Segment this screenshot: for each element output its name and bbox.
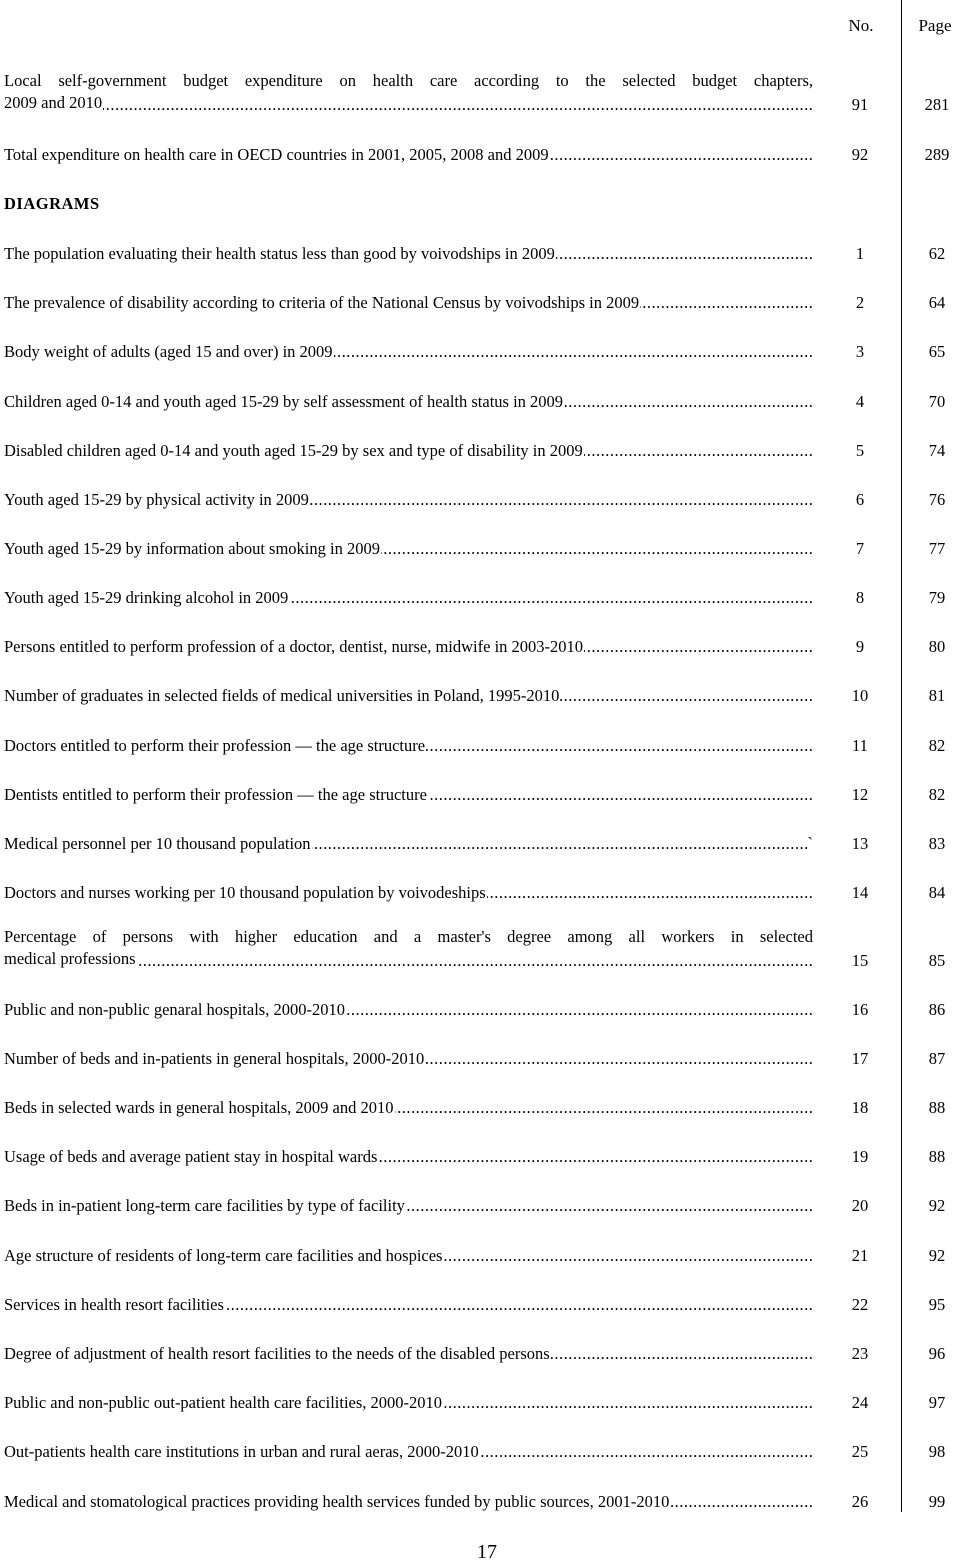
toc-entry[interactable] <box>0 733 960 757</box>
toc-entry-number: 1 <box>855 244 865 263</box>
toc-entry-title: Age structure of residents of long-term care facilities and hospices ..... <box>4 1245 814 1267</box>
toc-entry-number: 11 <box>852 736 868 755</box>
toc-entry[interactable] <box>0 290 960 314</box>
toc-entry-title-line2: 2009 and 2010 <box>4 93 103 112</box>
toc-entry-number: 16 <box>851 1000 869 1019</box>
toc-entry[interactable] <box>0 926 960 972</box>
toc-entry[interactable] <box>0 1144 960 1168</box>
toc-entry[interactable] <box>0 683 960 707</box>
toc-entry-title: Beds in in-patient long-term care facilities by type of facility ..... <box>4 1195 814 1217</box>
toc-entry-title <box>4 70 814 116</box>
column-header-no: No. <box>848 16 874 35</box>
toc-entry-page: 96 <box>928 1344 946 1363</box>
toc-entry[interactable] <box>0 1439 960 1463</box>
toc-entry-page: 64 <box>928 293 946 312</box>
toc-entry-page: 82 <box>928 785 946 804</box>
toc-entry-title: Youth aged 15-29 by physical activity in 2009 ..... <box>4 489 814 511</box>
toc-entry[interactable] <box>0 1193 960 1217</box>
toc-entry-page: 70 <box>928 392 946 411</box>
toc-entry-page: 80 <box>928 637 946 656</box>
toc-entry[interactable] <box>0 1390 960 1414</box>
toc-entry-number: 6 <box>855 490 865 509</box>
toc-entry-title: Medical and stomatological practices providing health services funded by public sources, 2001-2010 ..... <box>4 1491 814 1513</box>
toc-entry[interactable] <box>0 585 960 609</box>
toc-entry-title: Youth aged 15-29 drinking alcohol in 2009 ..... <box>4 587 814 609</box>
toc-entry-number: 22 <box>851 1295 869 1314</box>
toc-entry-number: 10 <box>851 686 869 705</box>
toc-entry-number: 25 <box>851 1442 869 1461</box>
toc-entry-number: 14 <box>851 883 869 902</box>
toc-entry-number: 12 <box>851 785 869 804</box>
toc-entry[interactable] <box>0 487 960 511</box>
toc-entry-page: 62 <box>928 244 946 263</box>
toc-entry-number: 91 <box>851 95 869 114</box>
toc-entry-title: Public and non-public genaral hospitals, 2000-2010 ..... <box>4 999 814 1021</box>
section-heading-diagrams: DIAGRAMS <box>4 194 100 213</box>
toc-entry[interactable] <box>0 241 960 265</box>
toc-entry-title: The population evaluating their health status less than good by voivodships in 2009 ..... <box>4 243 814 265</box>
toc-entry-title: Doctors entitled to perform their profession — the age structure ..... <box>4 735 814 757</box>
toc-entry-number: 20 <box>851 1196 869 1215</box>
toc-entry-page: 82 <box>928 736 946 755</box>
toc-entry-title: Body weight of adults (aged 15 and over) in 2009 ..... <box>4 341 814 363</box>
toc-entry-number: 2 <box>855 293 865 312</box>
toc-entry-title: Medical personnel per 10 thousand population ` ..... <box>4 833 814 855</box>
toc-entry-page: 99 <box>928 1492 946 1511</box>
toc-entry-number: 18 <box>851 1098 869 1117</box>
toc-entry-title <box>4 926 814 972</box>
toc-entry-title-line2: medical professions <box>4 949 136 968</box>
toc-entry[interactable] <box>0 536 960 560</box>
toc-entry-number: 9 <box>855 637 865 656</box>
toc-entry-suffix: ` <box>807 834 813 853</box>
toc-entry-page: 83 <box>928 834 946 853</box>
toc-entry-title: Beds in selected wards in general hospitals, 2009 and 2010 ..... <box>4 1097 814 1119</box>
toc-entry-number: 8 <box>855 588 865 607</box>
toc-entry[interactable] <box>0 142 960 166</box>
toc-entry[interactable] <box>0 1046 960 1070</box>
toc-entry-title: Usage of beds and average patient stay in hospital wards ..... <box>4 1146 814 1168</box>
toc-entry-page: 74 <box>928 441 946 460</box>
toc-entry[interactable] <box>0 339 960 363</box>
toc-entry-number: 23 <box>851 1344 869 1363</box>
toc-entry[interactable] <box>0 1292 960 1316</box>
toc-entry-number: 17 <box>851 1049 869 1068</box>
toc-entry-number: 21 <box>851 1246 869 1265</box>
toc-entry-title: Doctors and nurses working per 10 thousand population by voivodeships ..... <box>4 882 814 904</box>
toc-entry-title: Youth aged 15-29 by information about smoking in 2009 ..... <box>4 538 814 560</box>
toc-entry-title: Number of graduates in selected fields of medical universities in Poland, 1995-2010 ..... <box>4 685 814 707</box>
toc-entry-title-line1: Percentage of persons with higher education and a master's degree among all workers in selected <box>4 927 813 946</box>
toc-entry-number: 3 <box>855 342 865 361</box>
toc-entry-title: Number of beds and in-patients in general hospitals, 2000-2010 ..... <box>4 1048 814 1070</box>
toc-entry-page: 92 <box>928 1246 946 1265</box>
toc-entry[interactable] <box>0 1095 960 1119</box>
toc-entry-page: 92 <box>928 1196 946 1215</box>
toc-entry-title: Out-patients health care institutions in urban and rural aeras, 2000-2010 ..... <box>4 1441 814 1463</box>
toc-entry-title: The prevalence of disability according to criteria of the National Census by voivodships in 2009 ..... <box>4 292 814 314</box>
toc-entry-title: Disabled children aged 0-14 and youth aged 15-29 by sex and type of disability in 2009 ..... <box>4 440 814 462</box>
toc-entry-number: 24 <box>851 1393 869 1412</box>
toc-entry-number: 4 <box>855 392 865 411</box>
toc-entry-number: 26 <box>851 1492 869 1511</box>
toc-entry-page: 76 <box>928 490 946 509</box>
toc-entry[interactable] <box>0 831 960 855</box>
toc-entry-page: 79 <box>928 588 946 607</box>
page-number: 17 <box>477 1541 497 1563</box>
toc-entry-page: 88 <box>928 1147 946 1166</box>
toc-entry-title: Children aged 0-14 and youth aged 15-29 by self assessment of health status in 2009 ..... <box>4 391 814 413</box>
toc-entry-number: 13 <box>851 834 869 853</box>
toc-entry-title: Public and non-public out-patient health care facilities, 2000-2010 ..... <box>4 1392 814 1414</box>
toc-entry-number: 7 <box>855 539 865 558</box>
toc-entry-page: 88 <box>928 1098 946 1117</box>
toc-entry[interactable] <box>0 997 960 1021</box>
toc-entry-number: 19 <box>851 1147 869 1166</box>
toc-entry-title: Degree of adjustment of health resort facilities to the needs of the disabled persons ..... <box>4 1343 814 1365</box>
toc-entry-title: Services in health resort facilities ..... <box>4 1294 814 1316</box>
toc-entry-page: 84 <box>928 883 946 902</box>
toc-entry-number: 15 <box>851 951 869 970</box>
toc-entry[interactable] <box>0 70 960 116</box>
toc-entry-page: 65 <box>928 342 946 361</box>
toc-entry-title-line1: Local self-government budget expenditure on health care according to the selected budget chapters, <box>4 71 813 90</box>
toc-entry-page: 77 <box>928 539 946 558</box>
toc-entry[interactable] <box>0 438 960 462</box>
toc-entry-page: 289 <box>924 145 950 164</box>
toc-entry-number: 5 <box>855 441 865 460</box>
toc-entry-page: 98 <box>928 1442 946 1461</box>
toc-entry[interactable] <box>0 1243 960 1267</box>
toc-entry-title: Persons entitled to perform profession of a doctor, dentist, nurse, midwife in 2003-2010 ..... <box>4 636 814 658</box>
toc-entry-number: 92 <box>851 145 869 164</box>
toc-entry-page: 281 <box>924 95 950 114</box>
toc-entry[interactable] <box>0 782 960 806</box>
column-header-page: Page <box>918 16 952 35</box>
toc-entry-page: 86 <box>928 1000 946 1019</box>
toc-entry-title: Total expenditure on health care in OECD countries in 2001, 2005, 2008 and 2009 ..... <box>4 144 814 166</box>
toc-entry[interactable] <box>0 880 960 904</box>
toc-entry-page: 87 <box>928 1049 946 1068</box>
toc-entry[interactable] <box>0 1341 960 1365</box>
toc-entry[interactable] <box>0 634 960 658</box>
toc-entry-page: 95 <box>928 1295 946 1314</box>
toc-entry-page: 97 <box>928 1393 946 1412</box>
toc-entry[interactable] <box>0 1489 960 1513</box>
toc-entry-page: 85 <box>928 951 946 970</box>
toc-entry[interactable] <box>0 389 960 413</box>
toc-entry-page: 81 <box>928 686 946 705</box>
toc-entry-title: Dentists entitled to perform their profession — the age structure ..... <box>4 784 814 806</box>
